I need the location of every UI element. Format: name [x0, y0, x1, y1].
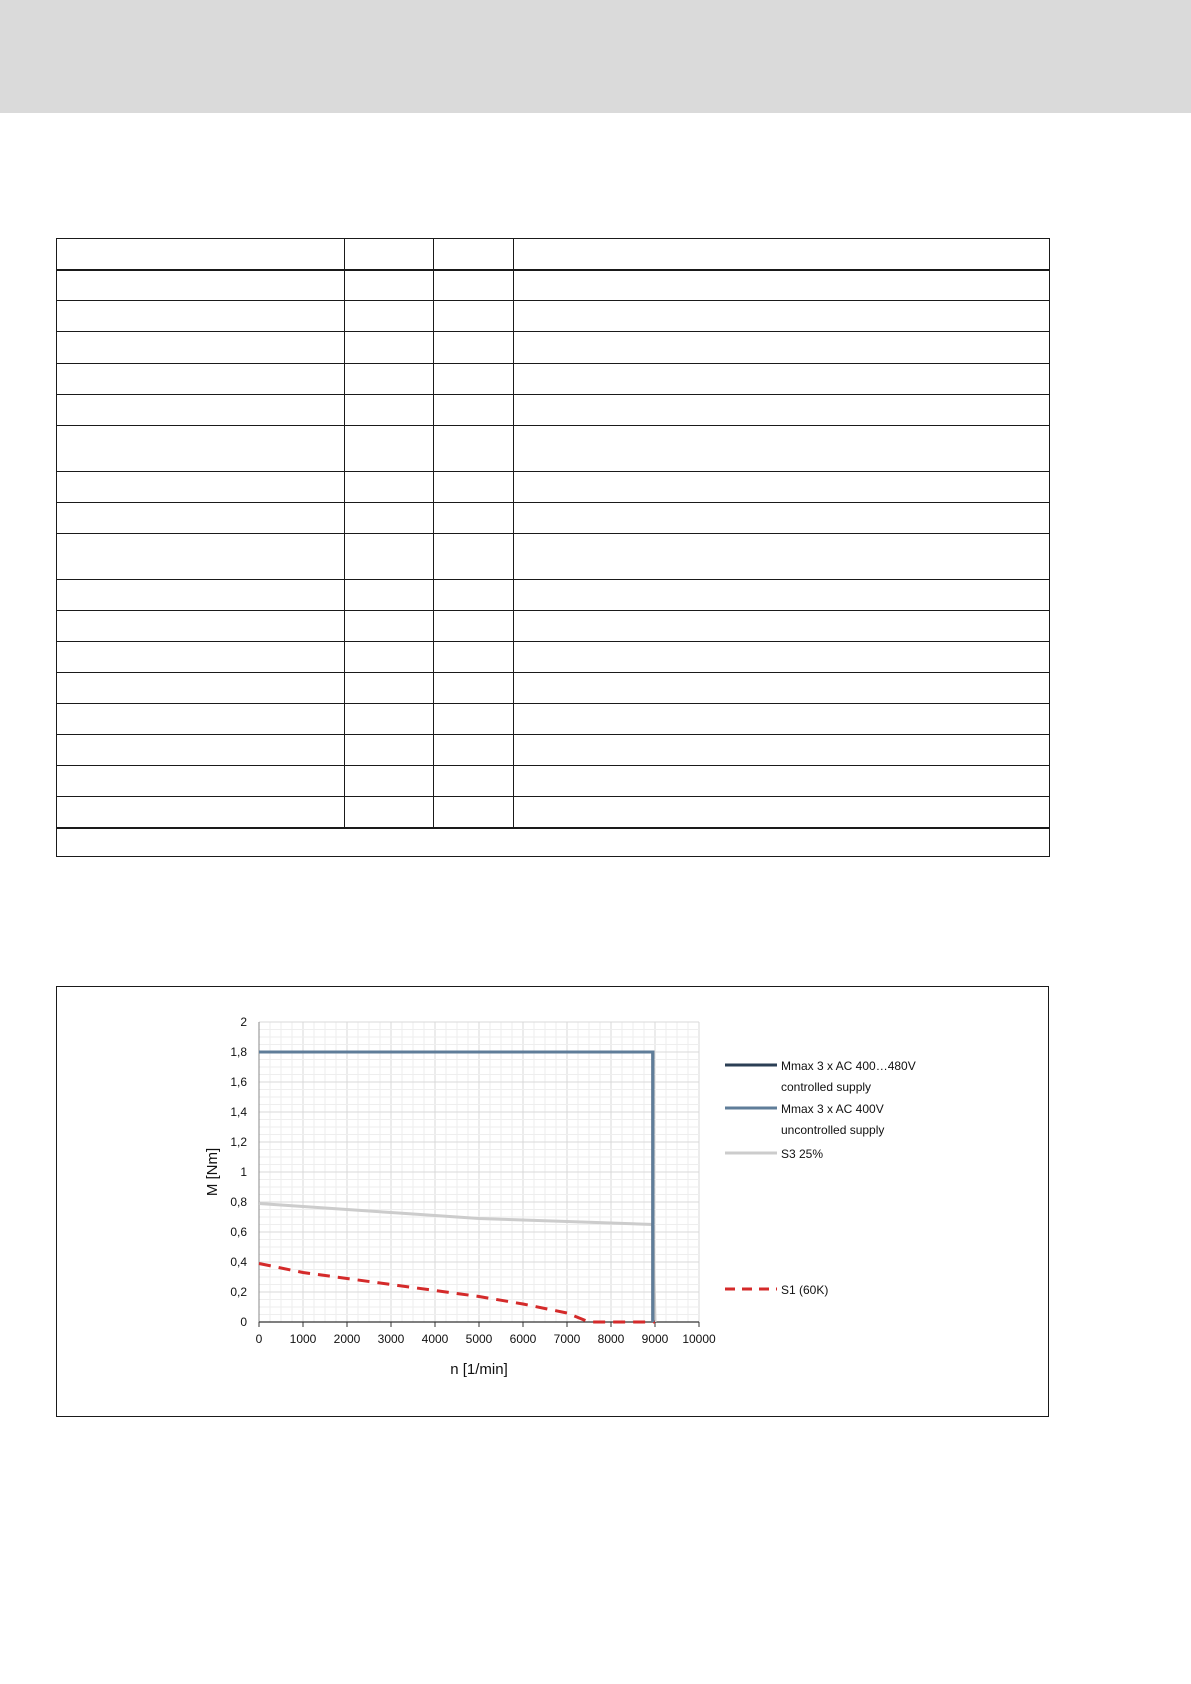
y-axis-title: M [Nm]: [204, 1147, 221, 1197]
table-cell: [434, 735, 514, 766]
table-cell: [434, 580, 514, 611]
x-tick-label: 7000: [553, 1332, 581, 1346]
y-tick-label: 1,8: [230, 1045, 247, 1059]
y-tick-label: 1,2: [230, 1135, 247, 1149]
table-row: [57, 301, 1050, 332]
y-tick-label: 0,8: [230, 1195, 247, 1209]
table-row: [57, 797, 1050, 828]
table-cell: [345, 426, 434, 472]
table-cell: [57, 534, 345, 580]
legend-label: Mmax 3 x AC 400…480V: [781, 1059, 916, 1073]
table-footnote: [57, 828, 1050, 857]
x-tick-label: 3000: [377, 1332, 405, 1346]
table-row: [57, 364, 1050, 395]
table-cell: [57, 364, 345, 395]
table-cell: [57, 395, 345, 426]
table-cell: [57, 332, 345, 364]
y-tick-label: 0,2: [230, 1285, 247, 1299]
legend-label: uncontrolled supply: [781, 1123, 885, 1137]
table-cell: [345, 611, 434, 642]
table-row: [57, 828, 1050, 857]
table-cell: [57, 239, 345, 270]
table-cell: [514, 704, 1050, 735]
table-cell: [514, 395, 1050, 426]
table-cell: [345, 364, 434, 395]
y-tick-label: 1,4: [230, 1105, 247, 1119]
table-cell: [514, 472, 1050, 503]
x-axis-title: n [1/min]: [450, 1361, 508, 1378]
table-cell: [434, 611, 514, 642]
table-header-row: [57, 239, 1050, 270]
table-cell: [514, 301, 1050, 332]
legend-label: S3 25%: [781, 1147, 824, 1161]
table-cell: [514, 364, 1050, 395]
x-tick-label: 4000: [421, 1332, 449, 1346]
table-cell: [57, 611, 345, 642]
header-band: [0, 0, 1191, 113]
table-cell: [514, 239, 1050, 270]
table-cell: [345, 472, 434, 503]
y-tick-label: 2: [240, 1015, 247, 1029]
table-cell: [57, 301, 345, 332]
table-cell: [57, 426, 345, 472]
x-tick-label: 1000: [289, 1332, 317, 1346]
table-cell: [514, 766, 1050, 797]
legend-label: S1 (60K): [781, 1283, 829, 1297]
table-cell: [514, 611, 1050, 642]
table-cell: [345, 735, 434, 766]
table-cell: [434, 472, 514, 503]
table-cell: [345, 332, 434, 364]
y-tick-label: 0,4: [230, 1255, 247, 1269]
table-cell: [57, 673, 345, 704]
table-cell: [57, 503, 345, 534]
table-cell: [345, 642, 434, 673]
table-cell: [434, 642, 514, 673]
table-cell: [57, 797, 345, 828]
table-row: [57, 534, 1050, 580]
table-cell: [345, 301, 434, 332]
table-cell: [345, 580, 434, 611]
table-row: [57, 270, 1050, 301]
table-row: [57, 503, 1050, 534]
table-cell: [434, 364, 514, 395]
table-cell: [57, 472, 345, 503]
table-cell: [514, 673, 1050, 704]
x-tick-label: 6000: [509, 1332, 537, 1346]
y-tick-label: 1,6: [230, 1075, 247, 1089]
table-cell: [57, 580, 345, 611]
table-row: [57, 332, 1050, 364]
x-tick-label: 8000: [597, 1332, 625, 1346]
table-cell: [514, 797, 1050, 828]
table-cell: [434, 766, 514, 797]
torque-speed-chart: [57, 987, 1048, 1416]
legend-label: Mmax 3 x AC 400V: [781, 1102, 884, 1116]
table-cell: [514, 534, 1050, 580]
x-tick-label: 0: [255, 1332, 263, 1346]
table-cell: [57, 270, 345, 301]
table-row: [57, 580, 1050, 611]
table-cell: [345, 239, 434, 270]
table-row: [57, 642, 1050, 673]
table-cell: [434, 704, 514, 735]
x-tick-label: 9000: [641, 1332, 669, 1346]
table-cell: [345, 673, 434, 704]
x-tick-label: 2000: [333, 1332, 361, 1346]
table-cell: [514, 735, 1050, 766]
table-row: [57, 673, 1050, 704]
table-row: [57, 395, 1050, 426]
table-cell: [514, 642, 1050, 673]
table-cell: [57, 704, 345, 735]
table-row: [57, 735, 1050, 766]
y-tick-label: 1: [240, 1165, 247, 1179]
table-cell: [514, 580, 1050, 611]
x-tick-label: 10000: [682, 1332, 716, 1346]
table-cell: [345, 797, 434, 828]
table-cell: [434, 395, 514, 426]
table-cell: [345, 704, 434, 735]
table-cell: [514, 503, 1050, 534]
x-tick-label: 5000: [465, 1332, 493, 1346]
legend-label: controlled supply: [781, 1080, 872, 1094]
chart-frame: [56, 986, 1049, 1417]
specification-table: [56, 238, 1050, 857]
table-cell: [345, 766, 434, 797]
table-cell: [434, 301, 514, 332]
table-cell: [514, 332, 1050, 364]
table-cell: [57, 766, 345, 797]
table-cell: [434, 332, 514, 364]
table-cell: [57, 642, 345, 673]
table-cell: [434, 534, 514, 580]
table-cell: [434, 426, 514, 472]
table-cell: [514, 270, 1050, 301]
table-cell: [345, 503, 434, 534]
table-cell: [434, 270, 514, 301]
table-row: [57, 704, 1050, 735]
table-row: [57, 766, 1050, 797]
table-cell: [345, 395, 434, 426]
table-cell: [345, 534, 434, 580]
y-tick-label: 0: [240, 1315, 247, 1329]
table-row: [57, 611, 1050, 642]
table-cell: [514, 426, 1050, 472]
y-tick-label: 0,6: [230, 1225, 247, 1239]
table-row: [57, 472, 1050, 503]
table-cell: [434, 673, 514, 704]
table-cell: [345, 270, 434, 301]
table-cell: [434, 797, 514, 828]
table-cell: [57, 735, 345, 766]
table-row: [57, 426, 1050, 472]
table-cell: [434, 503, 514, 534]
table-cell: [434, 239, 514, 270]
